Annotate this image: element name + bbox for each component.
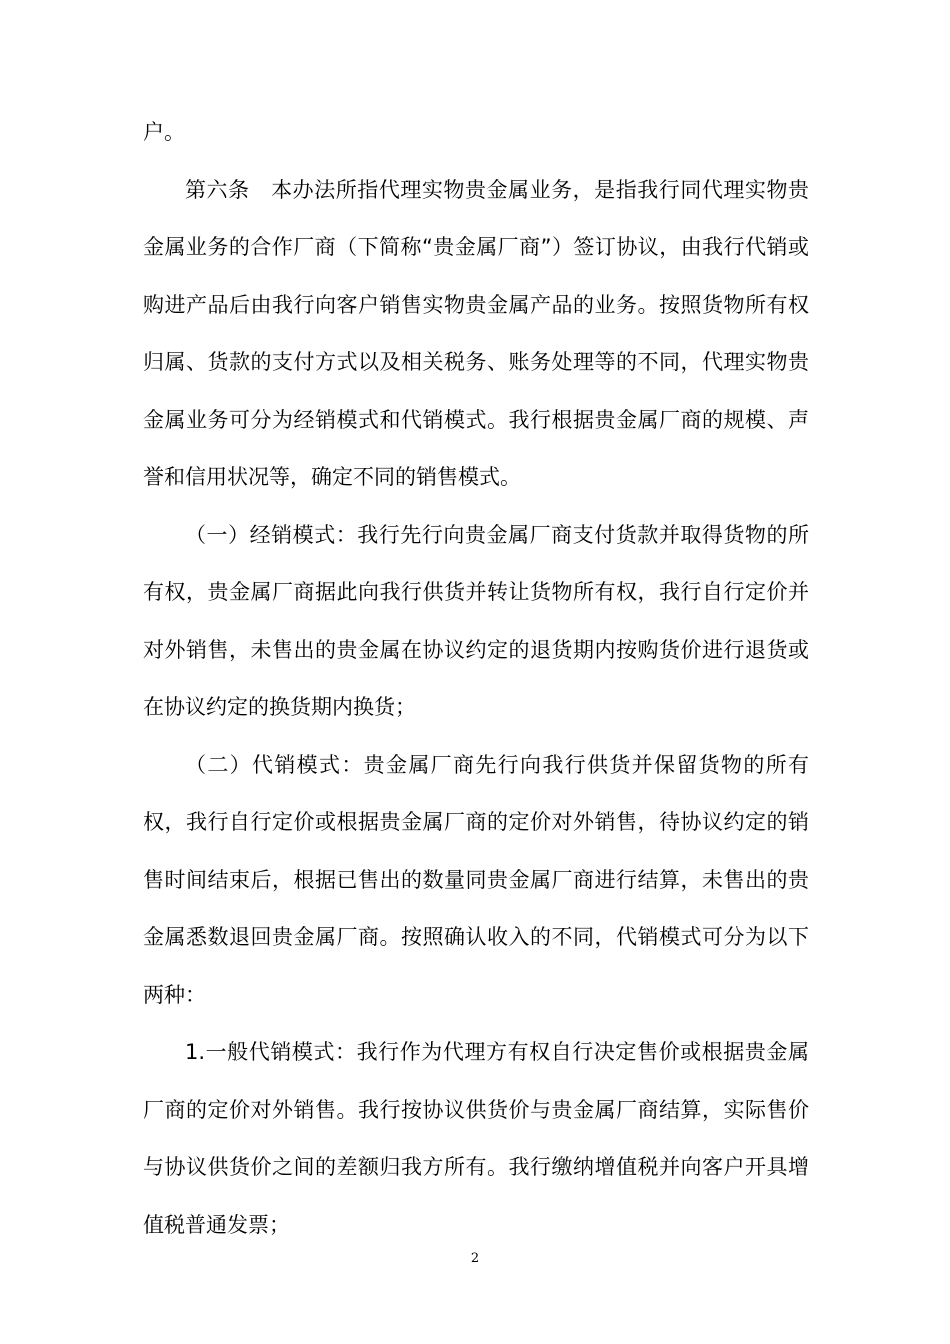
paragraph-consignment-mode: （二）代销模式：贵金属厂商先行向我行供货并保留货物的所有权，我行自行定价或根据贵金属厂商的定价对外销售，待协议约定的销售时间结束后，根据已售出的数量同贵金属厂商进行结算，未售出的贵金属悉数退回贵金属厂商。按照确认收入的不同，代销模式可分为以下两种： xyxy=(143,752,809,1007)
paragraph-general-consignment: 1.一般代销模式：我行作为代理方有权自行决定售价或根据贵金属厂商的定价对外销售。我行按协议供货价与贵金属厂商结算，实际售价与协议供货价之间的差额归我方所有。我行缴纳增值税并向客户开具增值税普通发票； xyxy=(143,1040,809,1237)
paragraph-article-6: 第六条 本办法所指代理实物贵金属业务，是指我行同代理实物贵金属业务的合作厂商（下简称“贵金属厂商”）签订协议，由我行代销或购进产品后由我行向客户销售实物贵金属产品的业务。按照货物所有权归属、货款的支付方式以及相关税务、账务处理等的不同，代理实物贵金属业务可分为经销模式和代销模式。我行根据贵金属厂商的规模、声誉和信用状况等，确定不同的销售模式。 xyxy=(143,177,809,489)
paragraph-distribution-mode: （一）经销模式：我行先行向贵金属厂商支付货款并取得货物的所有权，贵金属厂商据此向我行供货并转让货物所有权，我行自行定价并对外销售，未售出的贵金属在协议约定的退货期内按购货价进行退货或在协议约定的换货期内换货； xyxy=(143,522,809,719)
paragraph-continuation: 户。 xyxy=(143,120,185,144)
page-number: 2 xyxy=(470,1251,480,1266)
body-text xyxy=(143,104,809,1254)
